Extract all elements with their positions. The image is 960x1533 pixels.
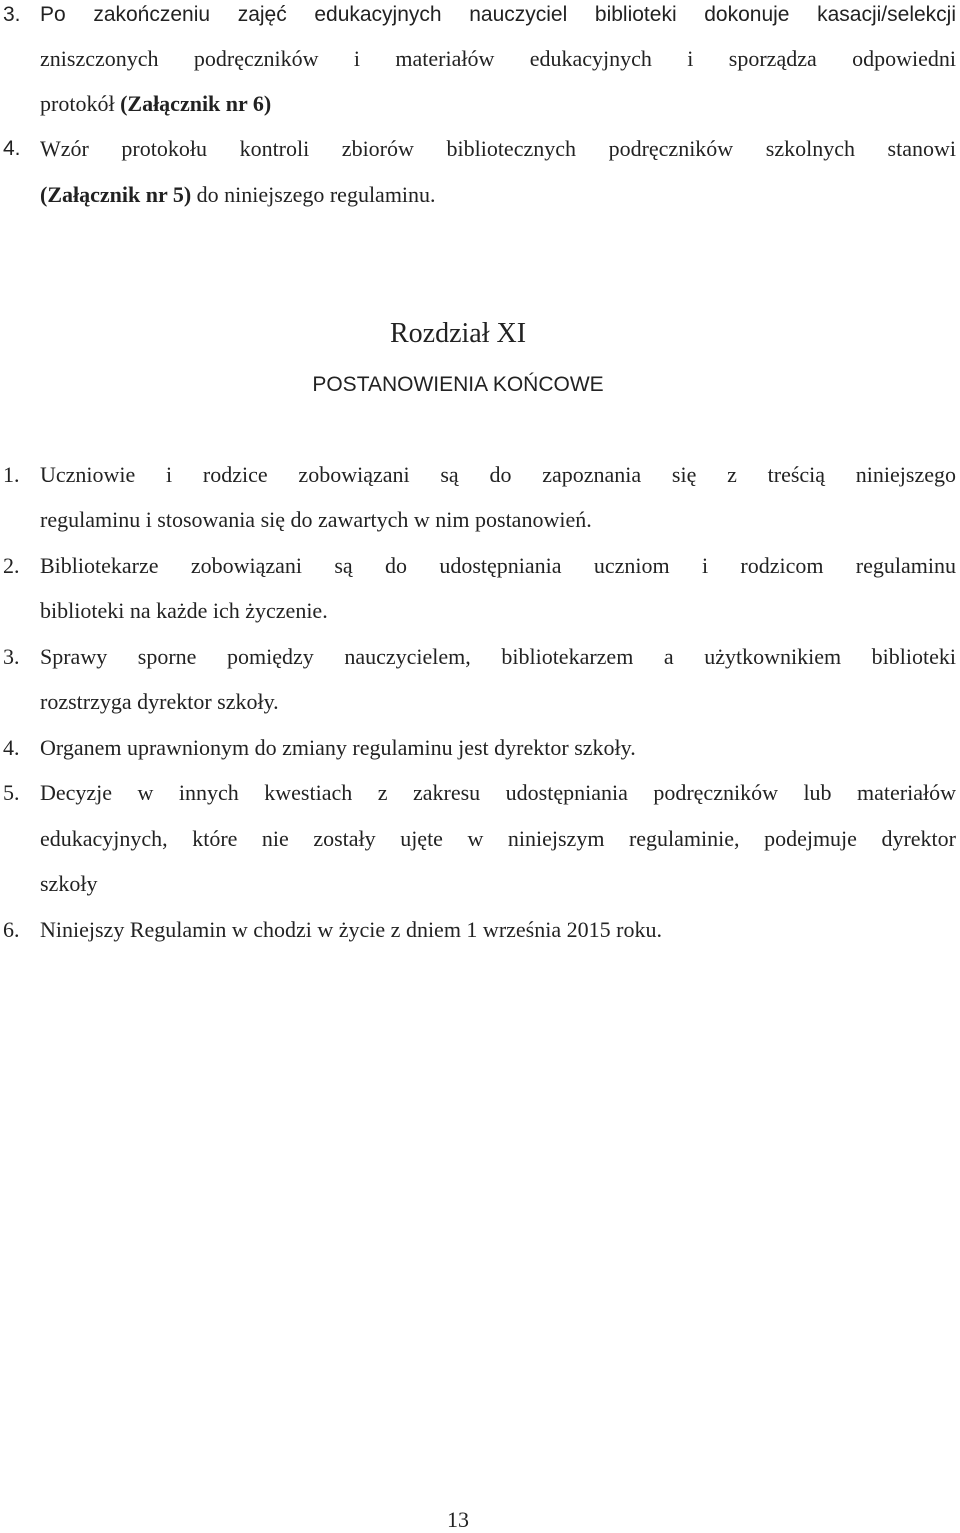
item-text-prefix: protokół [40,91,121,116]
page-number: 13 [447,1507,469,1532]
item-text: Decyzje w innych kwestiach z zakresu udostępniania podręczników lub materiałów [40,780,956,805]
item-number: 3. [3,3,21,26]
item-text: Po zakończeniu zajęć edukacyjnych nauczyciel biblioteki dokonuje kasacji/selekcji [40,3,956,26]
item-text: edukacyjnych, które nie zostały ujęte w niniejszym regulaminie, podejmuje dyrektor [40,826,956,851]
list-item [0,0,958,46]
item-text: szkoły [40,871,98,896]
list-item [0,642,958,688]
item-number: 1. [3,462,20,487]
item-text: Niniejszy Regulamin w chodzi w życie z dniem 1 września 2015 roku. [40,917,662,942]
item-number: 2. [3,553,20,578]
item-text: Bibliotekarze zobowiązani są do udostępniania uczniom i rodzicom regulaminu [40,553,956,578]
item-number: 4. [3,735,20,760]
list-item [0,460,958,506]
item-text: rozstrzyga dyrektor szkoły. [40,689,279,714]
item-text [40,180,956,210]
item-text-suffix: do niniejszego regulaminu. [191,182,436,207]
list-item-continuation [0,687,958,733]
list-item-continuation [0,505,958,551]
list-item [0,778,958,824]
list-item [0,551,958,597]
list-item [0,915,958,961]
item-text: Organem uprawnionym do zmiany regulaminu jest dyrektor szkoły. [40,735,636,760]
chapter-subtitle: POSTANOWIENIA KOŃCOWE [312,373,604,396]
item-text [40,89,956,119]
list-item-continuation [0,89,958,135]
item-text: Wzór protokołu kontroli zbiorów bibliotecznych podręczników szkolnych stanowi [40,136,956,161]
list-item [0,134,958,180]
list-item-continuation [0,869,958,915]
item-number: 3. [3,644,20,669]
attachment-reference: (Załącznik nr 5) [40,182,192,207]
item-text: regulaminu i stosowania się do zawartych w nim postanowień. [40,507,592,532]
list-item-continuation [0,824,958,870]
list-item-continuation [0,596,958,642]
item-text: Uczniowie i rodzice zobowiązani są do zapoznania się z treścią niniejszego [40,462,956,487]
item-text: zniszczonych podręczników i materiałów edukacyjnych i sporządza odpowiedni [40,46,956,71]
chapter-title: Rozdział XI [389,318,527,349]
item-text: Sprawy sporne pomiędzy nauczycielem, bibliotekarzem a użytkownikiem biblioteki [40,644,956,669]
item-text: biblioteki na każde ich życzenie. [40,598,328,623]
attachment-reference: (Załącznik nr 6) [120,91,272,116]
list-item-continuation [0,44,958,90]
list-item [0,733,958,779]
item-number: 5. [3,780,20,805]
list-item-continuation [0,180,958,226]
item-number: 4. [3,137,21,160]
item-number: 6. [3,917,20,942]
